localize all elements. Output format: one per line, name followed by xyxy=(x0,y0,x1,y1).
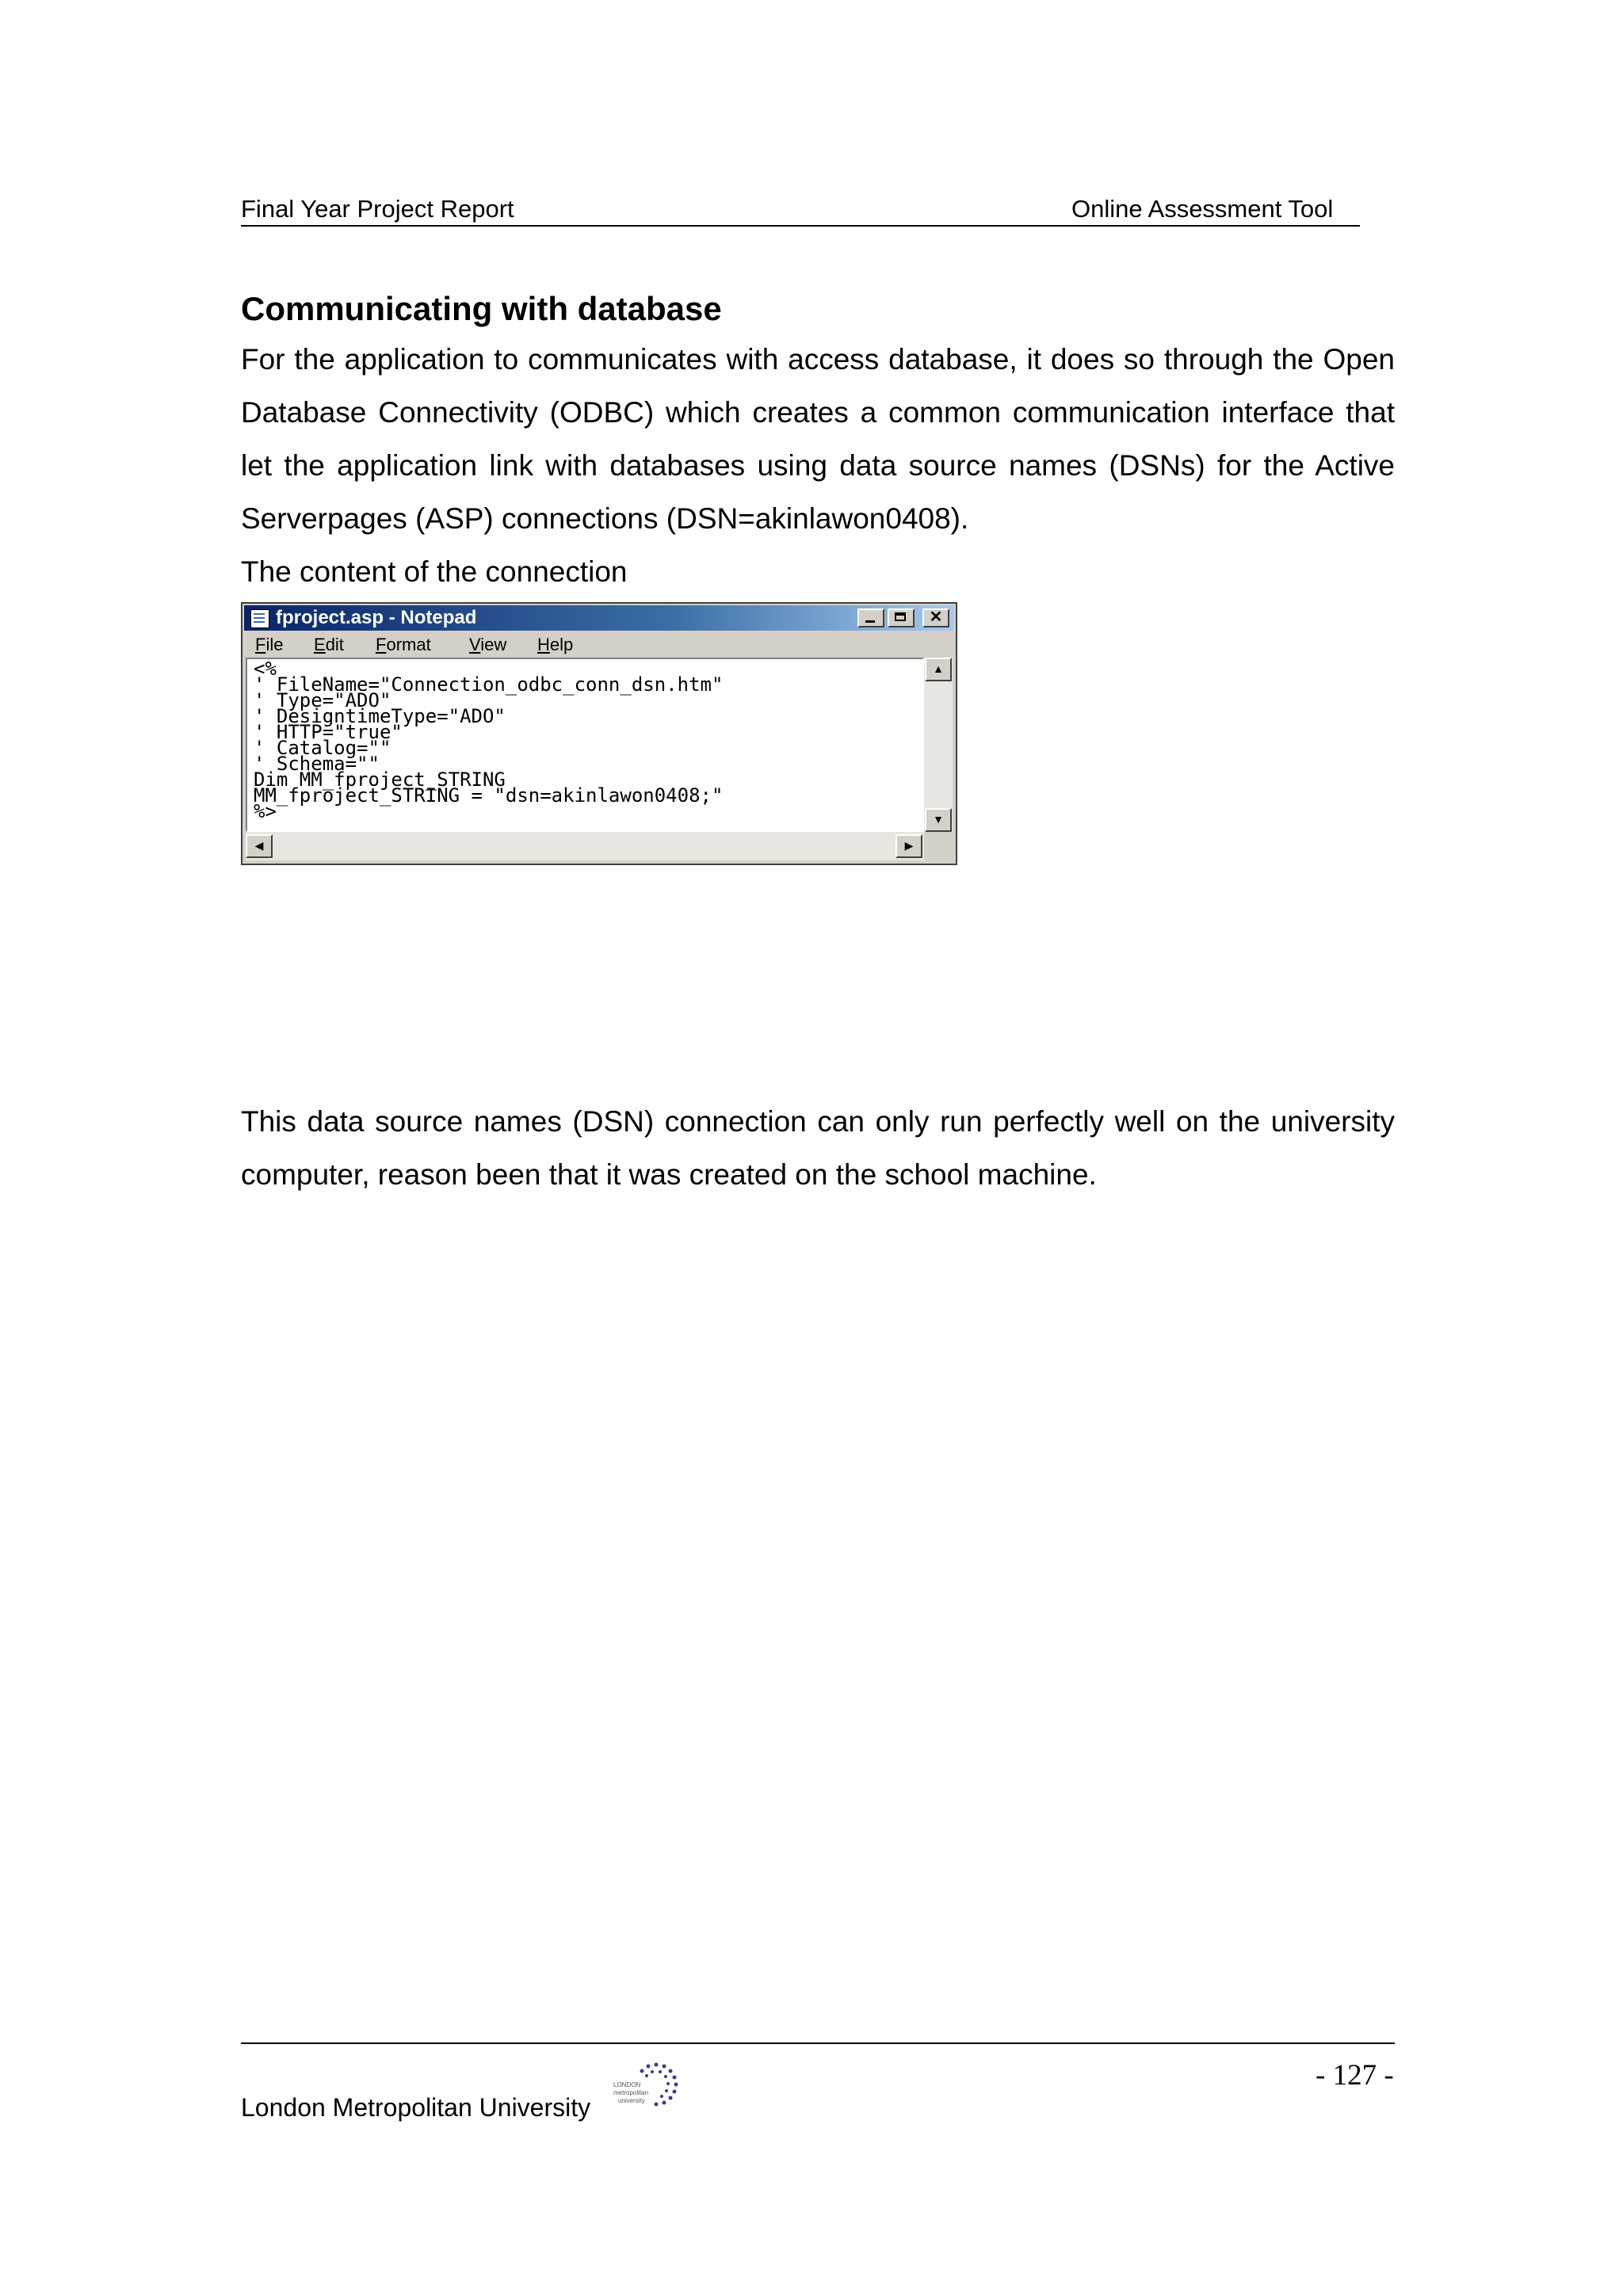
logo-dots xyxy=(640,2063,678,2107)
footer-university-name: London Metropolitan University xyxy=(241,2093,591,2122)
page-number: - 127 - xyxy=(1316,2059,1394,2092)
header-project-title: Online Assessment Tool xyxy=(1071,195,1334,223)
menu-edit: Edit xyxy=(314,635,344,654)
notepad-text-area xyxy=(246,658,924,832)
scroll-right-icon: ▶ xyxy=(896,834,922,858)
menu-view: View xyxy=(469,635,507,654)
horizontal-scrollbar xyxy=(246,832,924,860)
notepad-menubar xyxy=(244,632,954,656)
menu-help: Help xyxy=(537,635,574,654)
minimize-icon xyxy=(857,608,884,627)
section-heading: Communicating with database xyxy=(241,290,722,327)
intro-paragraph: For the application to communicates with access database, it does so through the Open Database Connectivity (ODBC) which creates a common communication interface that let the application link with databases using data source names (DSNs) for the Active Serverpages (ASP) connections (DSN=akinlawon0408). xyxy=(241,343,1395,535)
notepad-titlebar xyxy=(244,605,954,631)
dsn-note-paragraph: This data source names (DSN) connection can only run perfectly well on the university computer, reason been that it was created on the school machine. xyxy=(241,1105,1395,1191)
close-icon: ✕ xyxy=(922,608,949,627)
running-header xyxy=(241,193,1360,227)
scroll-up-icon: ▲ xyxy=(925,658,952,681)
maximize-icon xyxy=(888,608,915,627)
logo-text-line-3: university xyxy=(618,2097,645,2104)
university-logo-icon xyxy=(610,2060,702,2117)
notepad-window-title: fproject.asp - Notepad xyxy=(276,607,477,628)
footer-rule xyxy=(241,2042,1395,2044)
notepad-app-icon xyxy=(250,609,269,628)
logo-text-line-2: metropolitan xyxy=(613,2089,649,2096)
vertical-scrollbar xyxy=(924,658,953,832)
logo-text-line-1: LONDON xyxy=(613,2081,641,2088)
connection-code: <% ' FileName="Connection_odbc_conn_dsn.htm" ' Type="ADO" ' DesigntimeType="ADO" ' HTTP="true" ' Catalog="" ' Schema="" Dim MM_fproject_STRING MM_fproject_STRING = "dsn=akinlawon0408;" %> xyxy=(254,658,724,822)
notepad-screenshot xyxy=(241,602,957,865)
resize-grip xyxy=(924,832,953,860)
scroll-left-icon: ◀ xyxy=(246,834,273,858)
menu-file: File xyxy=(255,635,284,654)
menu-format: Format xyxy=(376,635,431,654)
header-report-title: Final Year Project Report xyxy=(241,195,514,223)
connection-caption: The content of the connection xyxy=(241,555,628,588)
scroll-down-icon: ▼ xyxy=(925,808,952,832)
